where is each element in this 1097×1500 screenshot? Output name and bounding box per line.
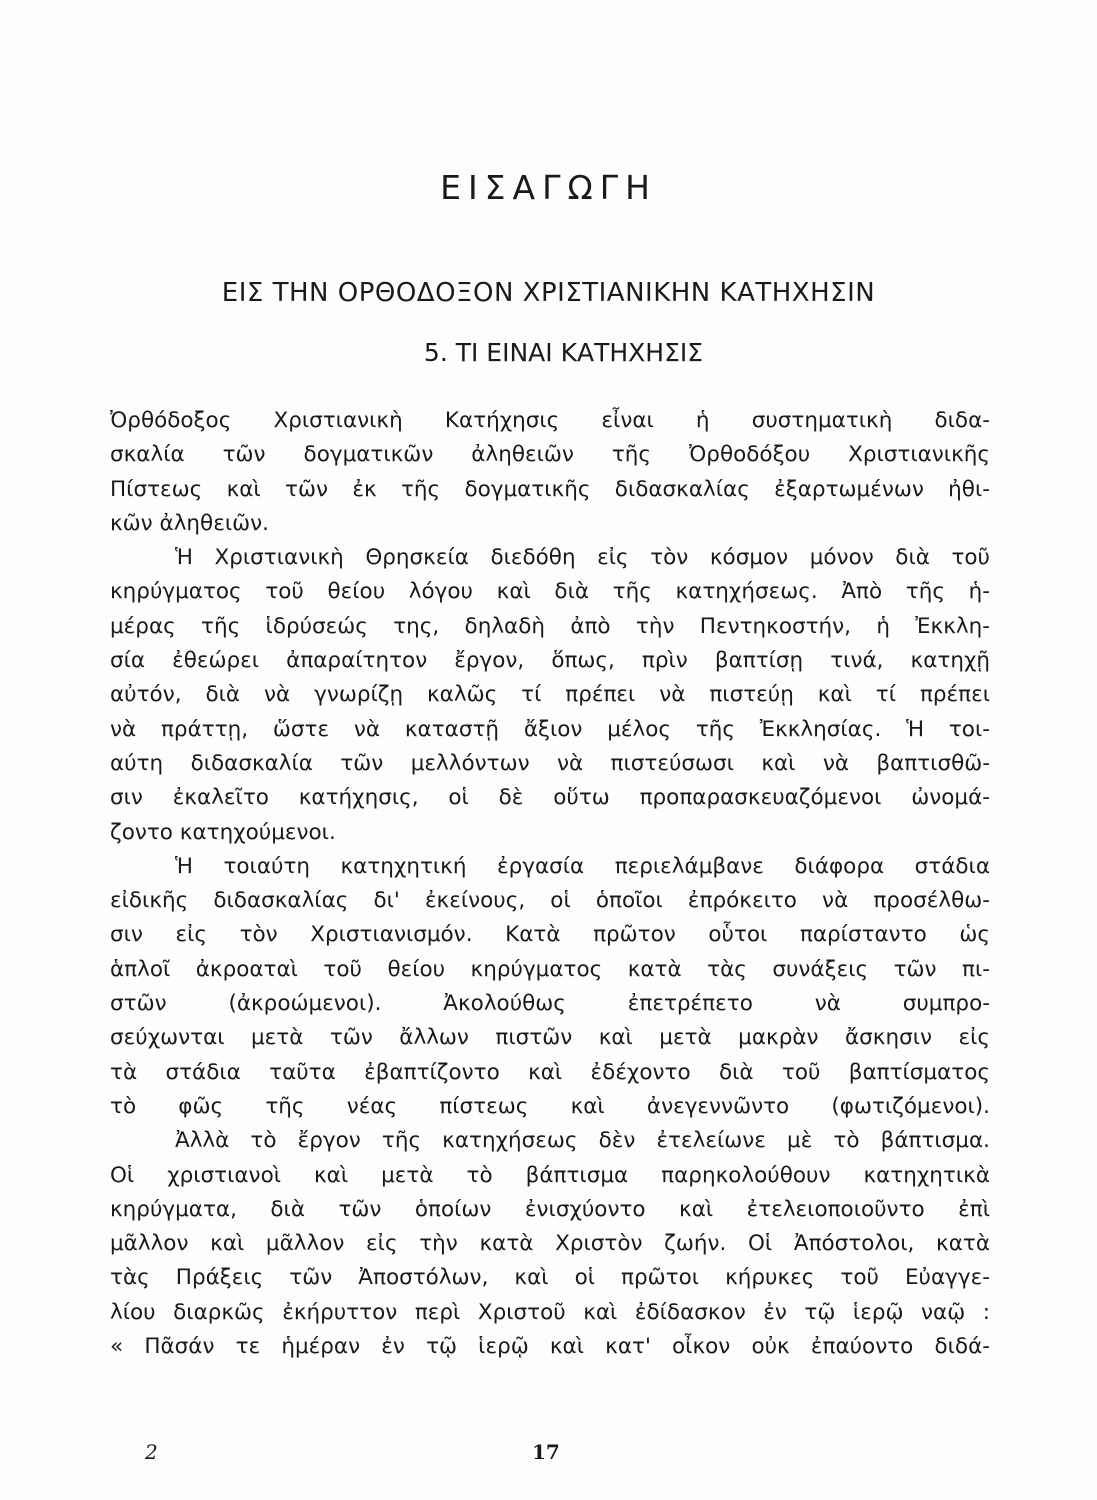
signature-mark: 2 <box>145 1440 158 1464</box>
text-line: Πίστεως καὶ τῶν ἐκ τῆς δογματικῆς διδασκαλίας ἐξαρτωμένων ἠθι- <box>110 476 990 502</box>
text-line: αύτη διδασκαλία τῶν μελλόντων νὰ πιστεύσωσι καὶ νὰ βαπτισθῶ- <box>110 750 990 776</box>
text-line: σιν ἐκαλεῖτο κατήχησις, οἱ δὲ οὕτω προπαρασκευαζόμενοι ὠνομά- <box>110 785 990 811</box>
text-line: Ἡ τοιαύτη κατηχητική ἐργασία περιελάμβανε διάφορα στάδια <box>175 853 990 879</box>
body-text <box>110 404 990 1364</box>
text-line: λίου διαρκῶς ἐκήρυττον περὶ Χριστοῦ καὶ ἐδίδασκον ἐν τῷ ἱερῷ ναῷ : <box>110 1299 990 1325</box>
text-line: σκαλία τῶν δογματικῶν ἀληθειῶν τῆς Ὀρθοδόξου Χριστιανικῆς <box>110 442 990 468</box>
page-title: ΕΙΣΑΓΩΓΗ <box>440 168 657 207</box>
text-line: κῶν ἀληθειῶν. <box>110 510 269 536</box>
text-line: κηρύγματος τοῦ θείου λόγου καὶ διὰ τῆς κατηχήσεως. Ἀπὸ τῆς ἡ- <box>110 579 990 605</box>
text-line: αὐτόν, διὰ νὰ γνωρίζῃ καλῶς τί πρέπει νὰ πιστεύῃ καὶ τί πρέπει <box>110 682 990 708</box>
text-line: νὰ πράττῃ, ὥστε νὰ καταστῇ ἄξιον μέλος τῆς Ἐκκλησίας. Ἡ τοι- <box>110 716 990 742</box>
text-line: μέρας τῆς ἱδρύσεώς της, δηλαδὴ ἀπὸ τὴν Πεντηκοστήν, ἡ Ἐκκλη- <box>110 613 990 639</box>
text-line: ζοντο κατηχούμενοι. <box>110 819 336 845</box>
text-line: Ἀλλὰ τὸ ἔργον τῆς κατηχήσεως δὲν ἐτελείωνε μὲ τὸ βάπτισμα. <box>175 1128 990 1154</box>
text-line: σεύχωνται μετὰ τῶν ἄλλων πιστῶν καὶ μετὰ μακρὰν ἄσκησιν εἰς <box>110 1025 990 1051</box>
text-line: ἁπλοῖ ἀκροαταὶ τοῦ θείου κηρύγματος κατὰ τὰς συνάξεις τῶν πι- <box>110 956 990 982</box>
page-subtitle: ΕΙΣ ΤΗΝ ΟΡΘΟΔΟΞΟΝ ΧΡΙΣΤΙΑΝΙΚΗΝ ΚΑΤΗΧΗΣΙΝ <box>221 278 876 308</box>
text-line: τὰς Πράξεις τῶν Ἀποστόλων, καὶ οἱ πρῶτοι κήρυκες τοῦ Εὐαγγε- <box>110 1265 990 1291</box>
text-line: μᾶλλον καὶ μᾶλλον εἰς τὴν κατὰ Χριστὸν ζωήν. Οἱ Ἀπόστολοι, κατὰ <box>110 1231 990 1257</box>
text-line: Οἱ χριστιανοὶ καὶ μετὰ τὸ βάπτισμα παρηκολούθουν κατηχητικὰ <box>110 1162 990 1188</box>
text-line: εἰδικῆς διδασκαλίας δι' ἐκείνους, οἱ ὁποῖοι ἐπρόκειτο νὰ προσέλθω- <box>110 888 990 914</box>
text-line: « Πᾶσάν τε ἡμέραν ἐν τῷ ἱερῷ καὶ κατ' οἶκον οὐκ ἐπαύοντο διδά- <box>110 1334 990 1360</box>
text-line: σία ἐθεώρει ἀπαραίτητον ἔργον, ὅπως, πρὶν βαπτίσῃ τινά, κατηχῇ <box>110 648 990 674</box>
text-line: Ἡ Χριστιανικὴ Θρησκεία διεδόθη εἰς τὸν κόσμον μόνον διὰ τοῦ <box>175 545 990 571</box>
section-heading: 5. ΤΙ ΕΙΝΑΙ ΚΑΤΗΧΗΣΙΣ <box>423 338 704 367</box>
page-number: 17 <box>532 1440 560 1464</box>
text-line: τὰ στάδια ταῦτα ἐβαπτίζοντο καὶ ἐδέχοντο διὰ τοῦ βαπτίσματος <box>110 1059 990 1085</box>
text-line: στῶν (ἀκροώμενοι). Ἀκολούθως ἐπετρέπετο νὰ συμπρο- <box>110 991 990 1017</box>
text-line: κηρύγματα, διὰ τῶν ὁποίων ἐνισχύοντο καὶ ἐτελειοποιοῦντο ἐπὶ <box>110 1196 990 1222</box>
text-line: τὸ φῶς τῆς νέας πίστεως καὶ ἀνεγεννῶντο (φωτιζόμενοι). <box>110 1093 990 1119</box>
text-line: σιν εἰς τὸν Χριστιανισμόν. Κατὰ πρῶτον οὗτοι παρίσταντο ὡς <box>110 922 990 948</box>
text-line: Ὀρθόδοξος Χριστιανικὴ Κατήχησις εἶναι ἡ συστηματικὴ διδα- <box>110 408 990 433</box>
